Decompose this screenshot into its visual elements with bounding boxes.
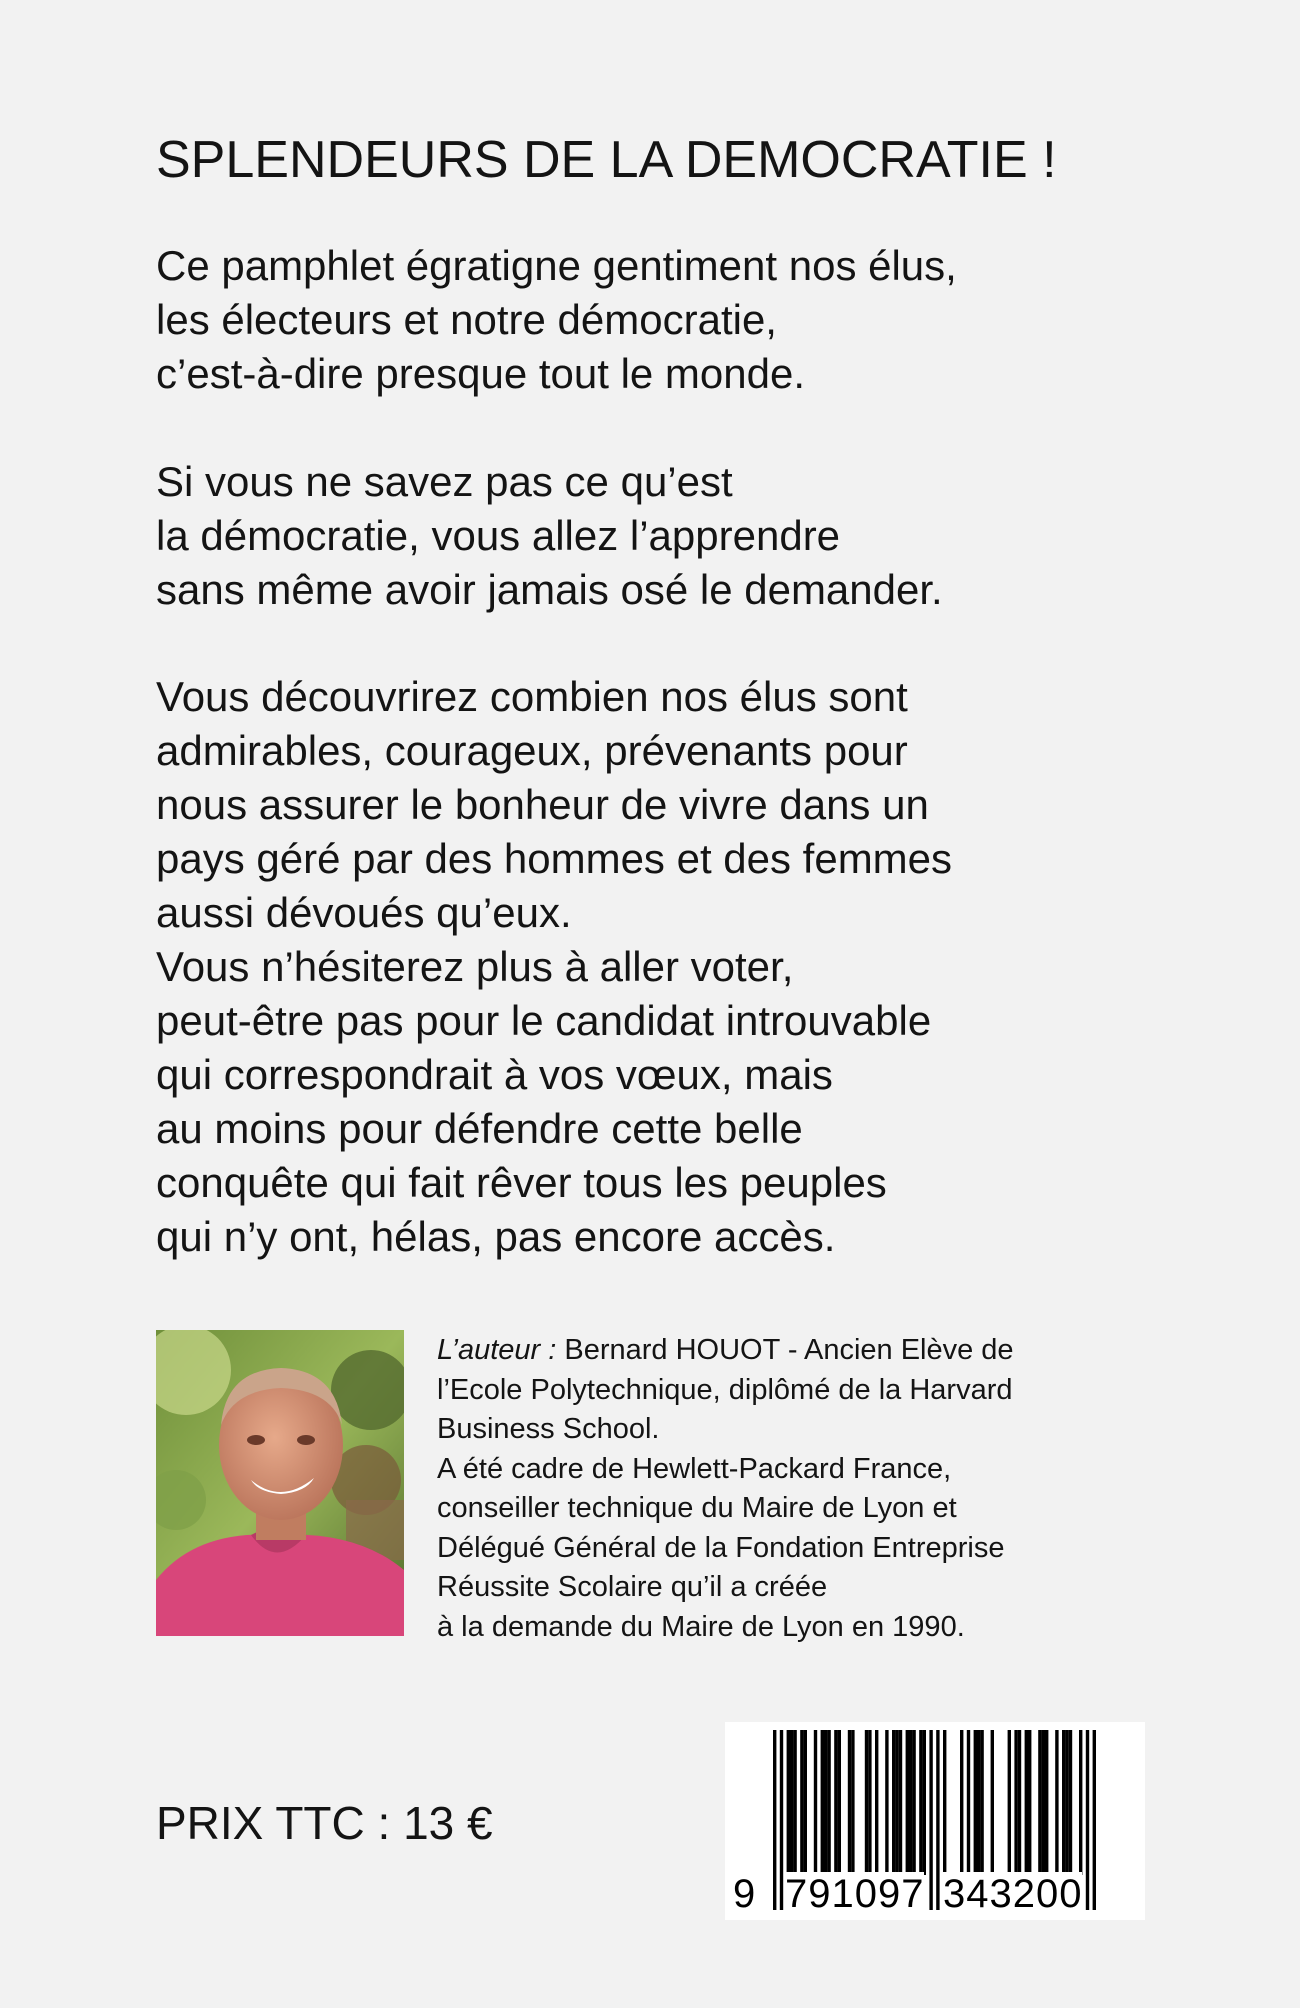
text-line: A été cadre de Hewlett-Packard France, (437, 1452, 952, 1485)
isbn-barcode (725, 1722, 1145, 1920)
text-line: au moins pour défendre cette belle (156, 1105, 803, 1152)
barcode-bar (912, 1730, 915, 1875)
text-line: l’Ecole Polytechnique, diplômé de la Harvard (437, 1373, 1013, 1406)
text-line: à la demande du Maire de Lyon en 1990. (437, 1610, 965, 1643)
barcode-bar (780, 1730, 783, 1910)
barcode-bar (1093, 1730, 1096, 1910)
barcode-bar (814, 1730, 817, 1875)
text-line: la démocratie, vous allez l’apprendre (156, 512, 841, 559)
barcode-bar (1038, 1730, 1041, 1875)
text-line: Business School. (437, 1413, 660, 1445)
barcode-bar (977, 1730, 980, 1875)
text-line: Délégué Général de la Fondation Entreprise (437, 1531, 1005, 1564)
barcode-bar (1062, 1730, 1065, 1875)
barcode-bar (1042, 1730, 1045, 1875)
barcode-first-digit: 9 (733, 1872, 757, 1916)
barcode-bar (875, 1730, 878, 1875)
barcode-bar (906, 1730, 909, 1875)
barcode-bar (1079, 1730, 1082, 1875)
barcode-left-digits: 791097 (785, 1872, 925, 1916)
text-line: nous assurer le bonheur de vivre dans un (156, 781, 929, 828)
barcode-bar (980, 1730, 983, 1875)
text-line: Vous découvrirez combien nos élus sont (156, 673, 908, 720)
blurb-paragraph-1 (156, 239, 957, 401)
barcode-bar (960, 1730, 963, 1875)
barcode-bar (1069, 1730, 1072, 1875)
text-line: qui n’y ont, hélas, pas encore accès. (156, 1213, 836, 1260)
barcode-bar (923, 1730, 926, 1875)
barcode-bar (936, 1730, 939, 1910)
barcode-bar (892, 1730, 895, 1875)
barcode-bar (838, 1730, 841, 1875)
barcode-bar (793, 1730, 796, 1875)
barcode-bar (848, 1730, 851, 1875)
barcode-bar (1028, 1730, 1031, 1875)
blurb-paragraph-2 (156, 455, 943, 617)
barcode-bar (790, 1730, 793, 1875)
barcode-bar (834, 1730, 837, 1875)
barcode-bar (804, 1730, 807, 1875)
author-label: L’auteur : (437, 1334, 557, 1366)
author-bio-first-line (437, 1331, 1014, 1371)
text-line: Ce pamphlet égratigne gentiment nos élus, (156, 242, 957, 289)
text-line: Vous n’hésiterez plus à aller voter, (156, 943, 794, 990)
barcode-bar (991, 1730, 994, 1875)
text-line: conseiller technique du Maire de Lyon et (437, 1492, 957, 1524)
barcode-bar (929, 1730, 932, 1910)
barcode-bar (787, 1730, 790, 1875)
text-line: qui correspondrait à vos vœux, mais (156, 1051, 833, 1098)
barcode-bar (1055, 1730, 1058, 1875)
text-line: peut-être pas pour le candidat introuvable (156, 997, 932, 1044)
barcode-bar (827, 1730, 830, 1875)
barcode-bar (1086, 1730, 1089, 1910)
barcode-bar (773, 1730, 776, 1910)
barcode-bar (868, 1730, 871, 1875)
text-line: aussi dévoués qu’eux. (156, 889, 572, 936)
text-line: sans même avoir jamais osé le demander. (156, 566, 943, 613)
barcode-bar (899, 1730, 902, 1875)
barcode-bar (885, 1730, 888, 1875)
barcode-bar (1018, 1730, 1021, 1875)
barcode-bar (943, 1730, 946, 1875)
text-line: Réussite Scolaire qu’il a créée (437, 1571, 828, 1603)
author-photo (156, 1330, 404, 1636)
barcode-bar (895, 1730, 898, 1875)
author-name-text: Bernard HOUOT - Ancien Elève de (556, 1334, 1014, 1366)
barcode-bar (851, 1730, 854, 1875)
text-line: Si vous ne savez pas ce qu’est (156, 458, 733, 505)
barcode-bar (821, 1730, 824, 1875)
blurb-paragraph-3 (156, 670, 952, 1264)
text-line: conquête qui fait rêver tous les peuples (156, 1159, 887, 1206)
book-title: SPLENDEURS DE LA DEMOCRATIE ! (156, 131, 1057, 189)
barcode-bar (967, 1730, 970, 1875)
barcode-bar (1008, 1730, 1011, 1875)
author-bio (437, 1331, 1014, 1647)
barcode-bar (824, 1730, 827, 1875)
barcode-bar (865, 1730, 868, 1875)
barcode-bar (800, 1730, 803, 1875)
text-line: les électeurs et notre démocratie, (156, 296, 777, 343)
barcode-bar (909, 1730, 912, 1875)
price-label: PRIX TTC : 13 € (156, 1797, 493, 1849)
barcode-bar (919, 1730, 922, 1875)
barcode-bar (1014, 1730, 1017, 1875)
barcode-right-digits: 343200 (943, 1872, 1083, 1916)
barcode-bar (1025, 1730, 1028, 1875)
barcode-bar (1065, 1730, 1068, 1875)
barcode-bar (974, 1730, 977, 1875)
text-line: pays géré par des hommes et des femmes (156, 835, 953, 882)
barcode-bar (1045, 1730, 1048, 1875)
text-line: admirables, courageux, prévenants pour (156, 727, 908, 774)
text-line: c’est-à-dire presque tout le monde. (156, 350, 806, 397)
